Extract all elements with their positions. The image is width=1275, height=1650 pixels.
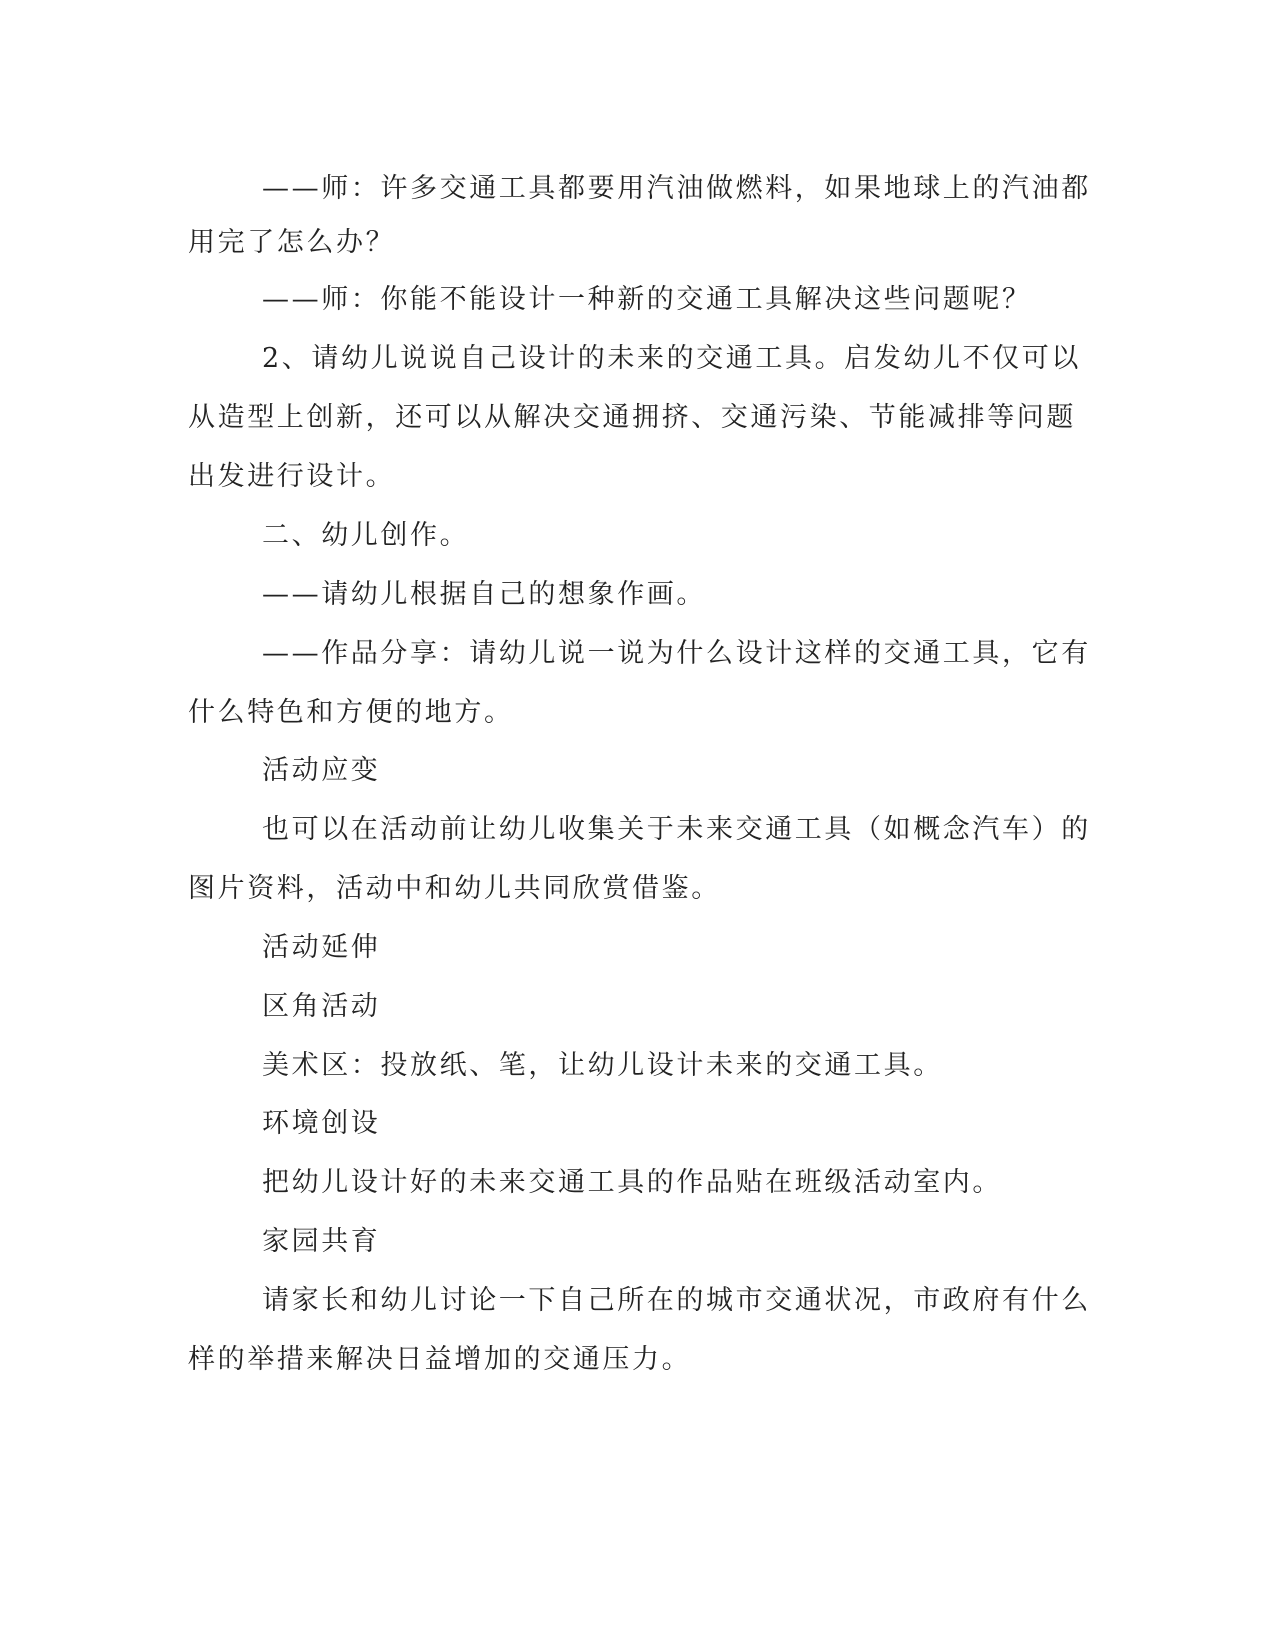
paragraph-line: ——师：你能不能设计一种新的交通工具解决这些问题呢？ [262, 284, 1032, 315]
paragraph-line: 用完了怎么办？ [188, 227, 396, 258]
paragraph-line: 美术区：投放纸、笔，让幼儿设计未来的交通工具。 [262, 1050, 943, 1081]
paragraph-line: 图片资料，活动中和幼儿共同欣赏借鉴。 [188, 873, 721, 904]
paragraph-line: 样的举措来解决日益增加的交通压力。 [188, 1344, 692, 1375]
section-heading: 活动应变 [262, 755, 381, 786]
section-heading: 家园共育 [262, 1226, 381, 1257]
section-heading: 活动延伸 [262, 932, 381, 963]
paragraph-line: 从造型上创新，还可以从解决交通拥挤、交通污染、节能减排等问题 [188, 402, 1076, 433]
paragraph-line: 也可以在活动前让幼儿收集关于未来交通工具（如概念汽车）的 [262, 814, 1091, 845]
paragraph-line: ——师：许多交通工具都要用汽油做燃料，如果地球上的汽油都 [262, 173, 1091, 204]
section-heading: 区角活动 [262, 991, 381, 1022]
paragraph-line: 什么特色和方便的地方。 [188, 697, 514, 728]
paragraph-line: 2、请幼儿说说自己设计的未来的交通工具。启发幼儿不仅可以 [262, 343, 1081, 374]
paragraph-line: 出发进行设计。 [188, 461, 396, 492]
paragraph-line: ——作品分享：请幼儿说一说为什么设计这样的交通工具，它有 [262, 638, 1091, 669]
section-heading: 环境创设 [262, 1108, 381, 1139]
paragraph-line: ——请幼儿根据自己的想象作画。 [262, 579, 706, 610]
paragraph-line: 请家长和幼儿讨论一下自己所在的城市交通状况，市政府有什么 [262, 1285, 1091, 1316]
section-heading: 二、幼儿创作。 [262, 520, 470, 551]
paragraph-line: 把幼儿设计好的未来交通工具的作品贴在班级活动室内。 [262, 1167, 1002, 1198]
